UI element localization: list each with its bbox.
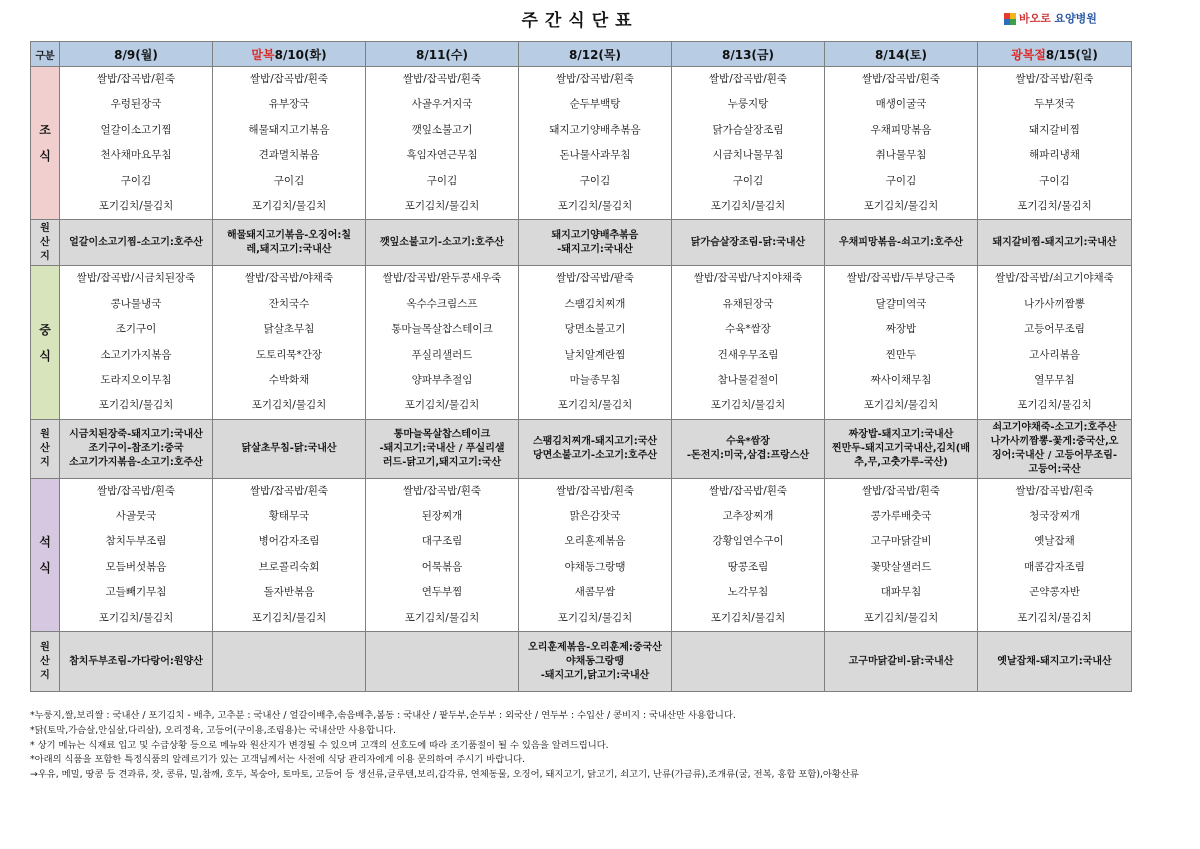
menu-item: 돼지고기양배추볶음 (549, 123, 641, 136)
breakfast-day-cell (366, 67, 519, 220)
origin-label-char: 원 (40, 428, 50, 440)
origin-line: 시금치된장죽-돼지고기:국내산 (69, 428, 203, 440)
lunch-origin-cell (978, 419, 1132, 478)
lunch-day-cell (672, 266, 825, 419)
lunch-origin-cell (672, 419, 825, 478)
menu-item: 달걀미역국 (875, 297, 927, 310)
origin-line: -돼지고기,닭고기:국내산 (540, 669, 650, 681)
origin-line: 쇠고기야채죽-소고기:호주산 (992, 421, 1117, 433)
meal-label-char: 식 (39, 149, 51, 164)
menu-item: 오리훈제볶음 (564, 535, 626, 548)
origin-line: 깻잎소불고기-소고기:호주산 (379, 236, 505, 248)
menu-item: 야채동그랑땡 (564, 560, 626, 573)
menu-item: 땅콩조림 (727, 560, 769, 573)
menu-item: 쌀밥/잡곡밥/시금치된장죽 (76, 272, 196, 285)
menu-item: 수박화채 (268, 373, 310, 386)
menu-item: 건새우무조림 (717, 348, 779, 361)
menu-item: 포기김치/물김치 (710, 399, 786, 412)
menu-item: 날치알계란찜 (564, 348, 626, 361)
category-header: 구분 (31, 42, 60, 67)
origin-line: 해물돼지고기볶음-오징어:칠 (226, 229, 352, 241)
lunch-origin-cell (60, 419, 213, 478)
menu-item: 쌀밥/잡곡밥/야채죽 (244, 272, 334, 285)
menu-item: 고추장찌개 (722, 510, 774, 523)
menu-item: 포기김치/물김치 (1017, 611, 1092, 624)
menu-item: 병어감자조림 (258, 535, 320, 548)
menu-item: 양파부추절임 (411, 373, 473, 386)
holiday-label: 말복 (251, 47, 275, 62)
header-row (31, 42, 1132, 67)
lunch-label (31, 266, 60, 419)
meal-label-char: 조 (39, 123, 51, 138)
menu-item: 조기구이 (115, 323, 157, 336)
menu-item: 쌀밥/잡곡밥/흰죽 (96, 73, 176, 85)
menu-item: 쌀밥/잡곡밥/흰죽 (249, 484, 329, 497)
breakfast-origin-cell (672, 220, 825, 266)
breakfast-origin-cell (366, 220, 519, 266)
breakfast-label (31, 67, 60, 220)
menu-item: 유채된장국 (722, 297, 774, 310)
menu-item: 꽃맛살샐러드 (870, 560, 932, 573)
origin-line: 고구마닭갈비-닭:국내산 (848, 655, 954, 667)
menu-item: 순두부백탕 (569, 98, 621, 111)
menu-item: 쌀밥/잡곡밥/쇠고기야채죽 (995, 272, 1114, 285)
menu-item: 쌀밥/잡곡밥/완두콩새우죽 (382, 272, 502, 285)
lunch-day-cell (366, 266, 519, 419)
lunch-day-cell (213, 266, 366, 419)
menu-item: 곤약콩자반 (1029, 586, 1080, 599)
origin-line: 레,돼지고기:국내산 (246, 243, 332, 255)
menu-item: 고사리볶음 (1029, 348, 1080, 361)
menu-item: 쌀밥/잡곡밥/흰죽 (1015, 73, 1094, 85)
menu-item: 포기김치/물김치 (710, 199, 786, 212)
menu-item: 고들빼기무침 (105, 586, 167, 599)
menu-item: 우렁된장국 (110, 98, 162, 111)
note-line: *아래의 식품을 포함한 특정식품의 알레르기가 있는 고객님께서는 사전에 식당 관리자에게 이용 문의하여 주시기 바랍니다. (30, 754, 526, 766)
dinner-origin-cell (519, 632, 672, 692)
origin-line: 나가사끼짬뽕-꽃게:중국산,오 (990, 435, 1119, 447)
menu-item: 참치두부조림 (105, 535, 167, 548)
menu-item: 쌀밥/잡곡밥/흰죽 (402, 73, 482, 85)
menu-item: 푸실리샐러드 (411, 348, 473, 361)
menu-item: 모듬버섯볶음 (105, 560, 167, 573)
menu-item: 맑은감잣국 (569, 510, 621, 523)
origin-line: 짜장밥-돼지고기:국내산 (848, 428, 954, 440)
menu-item: 어묵볶음 (421, 560, 463, 573)
breakfast-origin-cell (519, 220, 672, 266)
lunch-day-cell (978, 266, 1132, 419)
menu-item: 두부젓국 (1034, 98, 1075, 111)
origin-line: -돈전지:미국,삼겹:프랑스산 (686, 449, 810, 461)
breakfast-day-cell (978, 67, 1132, 220)
menu-item: 강황임연수구이 (712, 535, 784, 548)
menu-item: 사골뭇국 (115, 510, 157, 523)
menu-item: 소고기가지볶음 (100, 348, 172, 361)
breakfast-origin-row (31, 220, 1132, 266)
menu-item: 구이김 (273, 174, 305, 187)
menu-item: 포기김치/물김치 (251, 399, 327, 412)
day-header (978, 42, 1132, 67)
menu-item: 쌀밥/잡곡밥/흰죽 (861, 484, 941, 497)
breakfast-origin-cell (213, 220, 366, 266)
menu-item: 해물돼지고기볶음 (248, 123, 330, 136)
note-line: →우유, 메밀, 땅콩 등 견과류, 잣, 콩류, 밀,참깨, 호두, 복숭아, 토마토, 고등어 등 생선류,글루텐,보리,갑각류, 연체동물, 오징어, 돼지고기, 닭고기, 쇠고기, 난류(가금류),조개류(굴, 전복, 홍합 포함),아황산류 (30, 769, 859, 781)
menu-item: 콩가루배춧국 (870, 510, 932, 523)
menu-item: 쌀밥/잡곡밥/팥죽 (555, 272, 635, 285)
day-header (213, 42, 366, 67)
origin-line: 야채동그랑땡 (566, 655, 624, 667)
menu-item: 쌀밥/잡곡밥/흰죽 (96, 484, 176, 497)
menu-item: 돌자반볶음 (263, 586, 315, 599)
menu-item: 포기김치/물김치 (557, 399, 633, 412)
origin-line: -돼지고기:국내산 / 푸실리샐 (379, 442, 505, 454)
origin-line: 닭살초무침-닭:국내산 (241, 442, 337, 454)
origin-label-char: 지 (40, 456, 50, 468)
menu-item: 도토리묵*간장 (255, 348, 323, 361)
day-header (60, 42, 213, 67)
menu-item: 누룽지탕 (727, 98, 769, 111)
dinner-day-cell (213, 478, 366, 631)
dinner-origin-cell (366, 632, 519, 692)
menu-item: 포기김치/물김치 (863, 399, 939, 412)
logo-brand-name: 바오로 (1019, 12, 1051, 25)
menu-item: 쌀밥/잡곡밥/흰죽 (249, 73, 329, 85)
menu-item: 쌀밥/잡곡밥/흰죽 (1015, 484, 1094, 497)
menu-item: 수육*쌈장 (725, 323, 771, 336)
menu-item: 구이김 (1039, 174, 1070, 187)
menu-item: 사골우거지국 (411, 98, 473, 111)
dinner-day-cell (825, 478, 978, 631)
menu-item: 고구마닭갈비 (870, 535, 932, 548)
menu-item: 포기김치/물김치 (404, 399, 480, 412)
menu-item: 닭가슴살장조림 (712, 123, 784, 136)
menu-item: 쌀밥/잡곡밥/흰죽 (402, 484, 482, 497)
page-title: 주간식단표 (521, 11, 639, 31)
menu-item: 포기김치/물김치 (98, 199, 174, 212)
menu-item: 취나물무침 (875, 149, 927, 162)
menu-item: 도라지오이무침 (100, 373, 172, 386)
breakfast-row (31, 67, 1132, 220)
origin-line: -돼지고기:국내산 (557, 243, 633, 255)
menu-item: 통마늘목살찹스테이크 (391, 323, 493, 336)
logo-brand-suffix: 요양병원 (1054, 12, 1097, 25)
origin-label (31, 632, 60, 692)
menu-item: 흑임자연근무침 (406, 149, 478, 162)
lunch-origin-cell (519, 419, 672, 478)
menu-item: 얼갈이소고기찜 (100, 123, 172, 136)
origin-label-char: 산 (40, 442, 50, 454)
dinner-day-cell (366, 478, 519, 631)
breakfast-origin-cell (978, 220, 1132, 266)
origin-label-char: 지 (40, 250, 50, 262)
menu-item: 천사채마요무침 (100, 149, 172, 162)
lunch-day-cell (519, 266, 672, 419)
menu-item: 포기김치/물김치 (404, 611, 480, 624)
meal-label-char: 석 (39, 534, 51, 549)
menu-item: 포기김치/물김치 (557, 199, 633, 212)
breakfast-day-cell (60, 67, 213, 220)
menu-item: 포기김치/물김치 (1017, 199, 1092, 212)
menu-item: 쌀밥/잡곡밥/흰죽 (708, 73, 788, 85)
menu-item: 시금치나물무침 (712, 149, 784, 162)
note-line: * 상기 메뉴는 식재료 입고 및 수급상황 등으로 메뉴와 원산지가 변경될 수 있으며 고객의 선호도에 따라 조기품절이 될 수 있음을 알려드립니다. (30, 739, 609, 751)
menu-item: 포기김치/물김치 (251, 199, 327, 212)
menu-item: 된장찌개 (421, 510, 463, 523)
menu-item: 짜장밥 (885, 323, 917, 336)
menu-item: 포기김치/물김치 (98, 611, 174, 624)
menu-item: 참나물겉절이 (717, 373, 779, 386)
menu-item: 우채피망볶음 (870, 123, 932, 136)
menu-item: 쌀밥/잡곡밥/낙지야채죽 (693, 272, 803, 285)
menu-item: 쌀밥/잡곡밥/흰죽 (555, 73, 635, 85)
day-header (366, 42, 519, 67)
day-date: 8/15(일) (1045, 47, 1098, 62)
menu-item: 매생이굴국 (875, 98, 927, 111)
dinner-row (31, 478, 1132, 631)
menu-item: 포기김치/물김치 (404, 199, 480, 212)
breakfast-origin-cell (825, 220, 978, 266)
meal-label-char: 식 (39, 560, 51, 575)
menu-item: 포기김치/물김치 (557, 611, 633, 624)
origin-line: 러드-닭고기,돼지고기:국산 (382, 456, 502, 468)
origin-line: 당면소불고기-소고기:호주산 (532, 449, 658, 461)
origin-label-char: 산 (40, 655, 50, 667)
menu-item: 돼지갈비찜 (1029, 123, 1080, 136)
dinner-day-cell (519, 478, 672, 631)
menu-item: 쌀밥/잡곡밥/흰죽 (555, 484, 635, 497)
menu-item: 스팸김치찌개 (564, 297, 626, 310)
lunch-origin-cell (366, 419, 519, 478)
origin-line: 오리훈제볶음-오리훈제:중국산 (528, 641, 662, 653)
menu-item: 새콤무쌈 (574, 586, 616, 599)
lunch-day-cell (60, 266, 213, 419)
menu-item: 마늘종무침 (569, 373, 621, 386)
dinner-day-cell (978, 478, 1132, 631)
weekly-menu-table (30, 41, 1132, 692)
day-date: 8/12(목) (569, 47, 621, 62)
origin-line: 스팸김치찌개-돼지고기:국산 (532, 435, 658, 447)
dinner-origin-cell (60, 632, 213, 692)
menu-item: 노각무침 (727, 586, 769, 599)
menu-item: 견과멸치볶음 (258, 149, 320, 162)
menu-item: 구이김 (426, 174, 458, 187)
origin-line: 수육*쌈장 (726, 435, 770, 447)
origin-line: 조기구이-참조기:중국 (88, 442, 184, 454)
day-date: 8/11(수) (416, 47, 468, 62)
lunch-origin-cell (213, 419, 366, 478)
meal-label-char: 중 (39, 322, 51, 337)
dinner-origin-row (31, 632, 1132, 692)
lunch-day-cell (825, 266, 978, 419)
menu-item: 매콤감자조림 (1024, 560, 1085, 573)
menu-item: 깻잎소불고기 (411, 123, 473, 136)
origin-label-char: 지 (40, 669, 50, 681)
hospital-logo (1004, 10, 1097, 26)
dinner-day-cell (60, 478, 213, 631)
menu-item: 구이김 (579, 174, 611, 187)
menu-item: 대구조림 (421, 535, 463, 548)
origin-line: 돼지고기양배추볶음 (551, 229, 639, 241)
origin-line: 돼지갈비찜-돼지고기:국내산 (992, 236, 1117, 248)
menu-item: 구이김 (120, 174, 152, 187)
origin-line: 통마늘목살찹스테이크 (393, 428, 491, 440)
origin-line: 찐만두-돼지고기국내산,김치(배 (831, 442, 971, 454)
menu-item: 콩나물냉국 (110, 297, 162, 310)
menu-item: 포기김치/물김치 (251, 611, 327, 624)
dinner-origin-cell (672, 632, 825, 692)
notes-section (30, 709, 1170, 783)
menu-item: 포기김치/물김치 (1017, 399, 1092, 412)
origin-line: 추,무,고춧가루-국산) (854, 456, 948, 468)
origin-label-char: 원 (40, 641, 50, 653)
menu-item: 닭살초무침 (263, 323, 315, 336)
menu-item: 옥수수크림스프 (406, 297, 478, 310)
breakfast-day-cell (519, 67, 672, 220)
menu-item: 짜사이채무침 (870, 373, 932, 386)
menu-item: 포기김치/물김치 (98, 399, 174, 412)
lunch-origin-cell (825, 419, 978, 478)
breakfast-day-cell (213, 67, 366, 220)
day-date: 8/13(금) (722, 47, 774, 62)
menu-item: 유부장국 (268, 98, 310, 111)
origin-line: 우채피망볶음-쇠고기:호주산 (838, 236, 964, 248)
menu-item: 쌀밥/잡곡밥/두부당근죽 (846, 272, 956, 285)
menu-item: 연두부찜 (421, 586, 463, 599)
day-header (825, 42, 978, 67)
menu-item: 잔치국수 (268, 297, 310, 310)
day-date: 8/14(토) (875, 47, 927, 62)
menu-item: 찐만두 (885, 348, 917, 361)
logo-icon (1004, 13, 1016, 25)
origin-line: 참치두부조림-가다랑어:원양산 (69, 655, 203, 667)
day-header (519, 42, 672, 67)
day-date: 8/9(월) (114, 47, 158, 62)
dinner-day-cell (672, 478, 825, 631)
origin-label (31, 419, 60, 478)
menu-item: 옛날잡채 (1034, 535, 1075, 548)
day-date: 8/10(화) (274, 47, 327, 62)
origin-label-char: 산 (40, 236, 50, 248)
note-line: *닭(토막,가슴살,안심살,다리살), 오리정육, 고등어(구이용,조림용)는 국내산만 사용합니다. (30, 724, 396, 736)
menu-item: 구이김 (885, 174, 917, 187)
menu-item: 고등어무조림 (1024, 323, 1085, 336)
menu-item: 돈나물사과무침 (559, 149, 631, 162)
breakfast-day-cell (672, 67, 825, 220)
dinner-origin-cell (825, 632, 978, 692)
breakfast-origin-cell (60, 220, 213, 266)
lunch-row (31, 266, 1132, 419)
meal-label-char: 식 (39, 348, 51, 363)
dinner-origin-cell (213, 632, 366, 692)
menu-item: 청국장찌개 (1029, 510, 1080, 523)
menu-item: 대파무침 (880, 586, 922, 599)
origin-label (31, 220, 60, 266)
menu-item: 쌀밥/잡곡밥/흰죽 (861, 73, 941, 85)
note-line: *누룽지,쌀,보리쌀 : 국내산 / 포기김치 - 배추, 고추분 : 국내산 / 얼갈이배추,솎음배추,봄동 : 국내산 / 팥두부,순두부 : 외국산 / 연두부 : 수입산 / 콩비지 : 국내산만 사용합니다. (30, 710, 736, 721)
menu-item: 구이김 (732, 174, 764, 187)
menu-item: 브로콜리숙회 (258, 560, 320, 573)
menu-item: 나가사끼짬뽕 (1024, 297, 1085, 310)
dinner-label (31, 478, 60, 631)
holiday-label: 광복절 (1011, 47, 1046, 62)
breakfast-day-cell (825, 67, 978, 220)
origin-line: 옛날잡채-돼지고기:국내산 (997, 655, 1112, 667)
menu-item: 포기김치/물김치 (863, 611, 939, 624)
menu-item: 열무무침 (1034, 373, 1075, 386)
menu-item: 당면소불고기 (564, 323, 626, 336)
menu-item: 포기김치/물김치 (710, 611, 786, 624)
origin-line: 고등어:국산 (1028, 463, 1081, 475)
origin-line: 소고기가지볶음-소고기:호주산 (69, 456, 203, 468)
lunch-origin-row (31, 419, 1132, 478)
origin-line: 징어:국내산 / 고등어무조림- (991, 449, 1118, 461)
origin-line: 얼갈이소고기찜-소고기:호주산 (69, 236, 203, 248)
origin-label-char: 원 (40, 222, 50, 234)
menu-item: 해파리냉채 (1029, 149, 1080, 162)
day-header (672, 42, 825, 67)
menu-item: 쌀밥/잡곡밥/흰죽 (708, 484, 788, 497)
menu-item: 포기김치/물김치 (863, 199, 939, 212)
dinner-origin-cell (978, 632, 1132, 692)
origin-line: 닭가슴살장조림-닭:국내산 (690, 236, 806, 248)
menu-item: 황태무국 (268, 510, 310, 523)
